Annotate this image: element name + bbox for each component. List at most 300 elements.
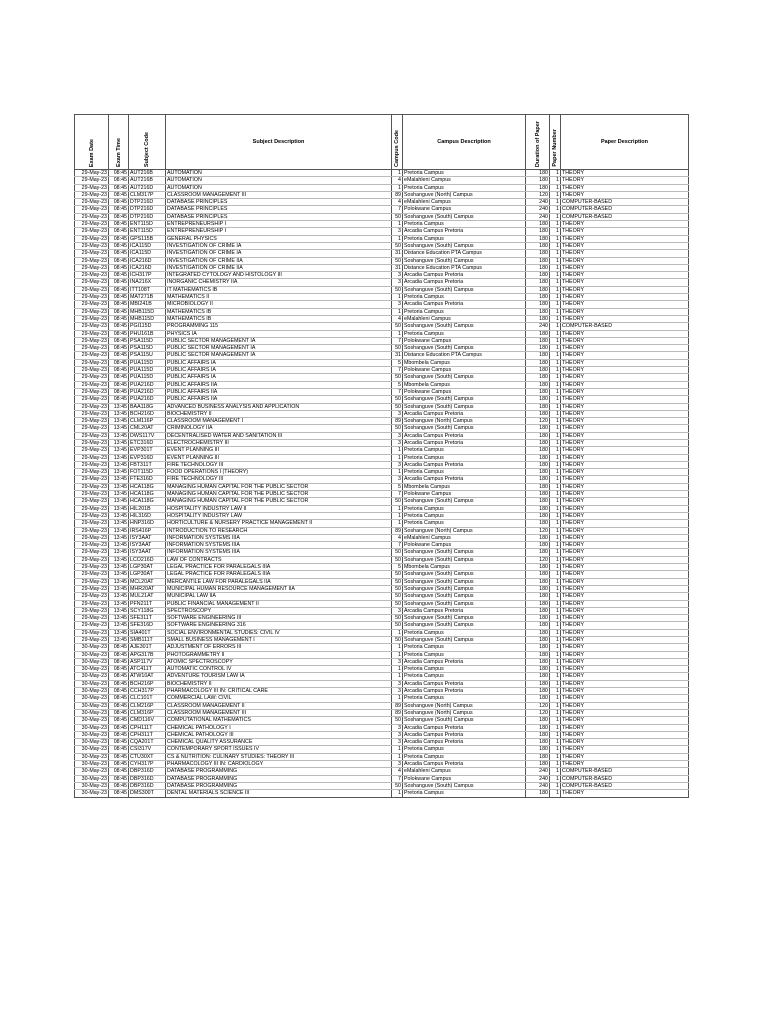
campus-code-cell: 3 (392, 476, 403, 483)
paper-number-cell: 1 (550, 403, 561, 410)
subject-description-cell: LEGAL PRACTICE FOR PARALEGALS IIIA (166, 571, 392, 578)
subject-code-cell: FTE316D (129, 476, 166, 483)
duration-cell: 180 (526, 294, 550, 301)
campus-description-cell: Pretoria Campus (403, 294, 526, 301)
paper-description-cell: THEORY (561, 527, 689, 534)
paper-description-cell: THEORY (561, 345, 689, 352)
exam-date-cell: 30-May-23 (75, 782, 109, 789)
campus-code-cell: 1 (392, 447, 403, 454)
subject-description-cell: PUBLIC AFFAIRS IA (166, 359, 392, 366)
paper-description-cell: COMPUTER-BASED (561, 782, 689, 789)
exam-date-cell: 30-May-23 (75, 761, 109, 768)
campus-code-cell: 1 (392, 520, 403, 527)
exam-date-cell: 29-May-23 (75, 425, 109, 432)
subject-description-cell: PUBLIC FINANCIAL MANAGEMENT II (166, 600, 392, 607)
campus-description-cell: Arcadia Campus Pretoria (403, 439, 526, 446)
campus-code-cell: 3 (392, 228, 403, 235)
campus-description-cell: Soshanguve (South) Campus (403, 571, 526, 578)
table-row (75, 235, 689, 242)
exam-time-cell: 08:45 (109, 359, 129, 366)
subject-description-cell: INTEGRATED CYTOLOGY AND HISTOLOGY III (166, 272, 392, 279)
paper-number-cell: 1 (550, 213, 561, 220)
duration-cell: 180 (526, 286, 550, 293)
table-row (75, 439, 689, 446)
paper-description-cell: THEORY (561, 381, 689, 388)
duration-cell: 180 (526, 439, 550, 446)
duration-cell: 180 (526, 731, 550, 738)
subject-description-cell: MERCANTILE LAW FOR PARALEGALS IIA (166, 578, 392, 585)
paper-number-cell: 1 (550, 578, 561, 585)
paper-number-cell: 1 (550, 469, 561, 476)
exam-date-cell: 29-May-23 (75, 177, 109, 184)
campus-description-cell: Soshanguve (South) Campus (403, 593, 526, 600)
exam-date-cell: 29-May-23 (75, 367, 109, 374)
paper-description-cell: THEORY (561, 279, 689, 286)
paper-description-cell: THEORY (561, 242, 689, 249)
campus-description-cell: Soshanguve (South) Campus (403, 637, 526, 644)
exam-time-cell: 08:45 (109, 264, 129, 271)
campus-description-cell: Pretoria Campus (403, 746, 526, 753)
campus-description-cell: Pretoria Campus (403, 170, 526, 177)
subject-description-cell: PHARMACOLOGY III IN: CRITICAL CARE (166, 688, 392, 695)
campus-code-cell: 1 (392, 505, 403, 512)
exam-date-cell: 29-May-23 (75, 483, 109, 490)
table-row (75, 308, 689, 315)
duration-cell: 180 (526, 542, 550, 549)
paper-description-cell: THEORY (561, 651, 689, 658)
campus-code-cell: 31 (392, 352, 403, 359)
subject-description-cell: MATHEMATICS IB (166, 308, 392, 315)
subject-code-cell: ATW10AT (129, 673, 166, 680)
table-row (75, 432, 689, 439)
exam-date-cell: 29-May-23 (75, 199, 109, 206)
duration-cell: 180 (526, 359, 550, 366)
campus-description-cell: Polokwane Campus (403, 542, 526, 549)
paper-number-cell: 1 (550, 775, 561, 782)
exam-time-cell: 08:45 (109, 666, 129, 673)
campus-code-cell: 50 (392, 615, 403, 622)
exam-date-cell: 29-May-23 (75, 403, 109, 410)
exam-date-cell: 29-May-23 (75, 600, 109, 607)
exam-date-cell: 29-May-23 (75, 170, 109, 177)
header-subject-code: Subject Code (129, 115, 166, 170)
table-row (75, 242, 689, 249)
paper-description-cell: COMPUTER-BASED (561, 213, 689, 220)
paper-description-cell: THEORY (561, 717, 689, 724)
subject-description-cell: DATABASE PROGRAMMING (166, 768, 392, 775)
table-row (75, 403, 689, 410)
paper-number-cell: 1 (550, 534, 561, 541)
paper-number-cell: 1 (550, 673, 561, 680)
campus-description-cell: Soshanguve (South) Campus (403, 345, 526, 352)
exam-date-cell: 29-May-23 (75, 593, 109, 600)
campus-description-cell: Arcadia Campus Pretoria (403, 301, 526, 308)
paper-number-cell: 1 (550, 381, 561, 388)
subject-description-cell: PROGRAMMING 115 (166, 323, 392, 330)
paper-number-cell: 1 (550, 301, 561, 308)
subject-code-cell: CPH311T (129, 731, 166, 738)
campus-code-cell: 1 (392, 753, 403, 760)
paper-number-cell: 1 (550, 191, 561, 198)
paper-number-cell: 1 (550, 461, 561, 468)
campus-code-cell: 1 (392, 235, 403, 242)
paper-number-cell: 1 (550, 491, 561, 498)
campus-description-cell: Pretoria Campus (403, 790, 526, 797)
subject-description-cell: COMMERCIAL LAW: CIVIL (166, 695, 392, 702)
paper-description-cell: THEORY (561, 264, 689, 271)
exam-time-cell: 13:45 (109, 432, 129, 439)
subject-code-cell: BCH216P (129, 680, 166, 687)
exam-time-cell: 08:45 (109, 242, 129, 249)
exam-time-cell: 08:45 (109, 228, 129, 235)
exam-date-cell: 29-May-23 (75, 184, 109, 191)
exam-time-cell: 13:45 (109, 461, 129, 468)
paper-description-cell: THEORY (561, 425, 689, 432)
exam-date-cell: 29-May-23 (75, 571, 109, 578)
subject-code-cell: APG317B (129, 651, 166, 658)
subject-code-cell: ENT115D (129, 228, 166, 235)
subject-code-cell: MCL20AT (129, 578, 166, 585)
paper-number-cell: 1 (550, 717, 561, 724)
subject-description-cell: PUBLIC AFFAIRS IA (166, 367, 392, 374)
subject-code-cell: DMS300T (129, 790, 166, 797)
subject-description-cell: SPECTROSCOPY (166, 607, 392, 614)
campus-description-cell: Pretoria Campus (403, 505, 526, 512)
campus-code-cell: 50 (392, 498, 403, 505)
campus-description-cell: Soshanguve (South) Campus (403, 782, 526, 789)
duration-cell: 180 (526, 651, 550, 658)
exam-date-cell: 29-May-23 (75, 308, 109, 315)
table-row (75, 447, 689, 454)
table-row (75, 264, 689, 271)
exam-time-cell: 08:45 (109, 257, 129, 264)
duration-cell: 180 (526, 425, 550, 432)
subject-description-cell: SMALL BUSINESS MANAGEMENT I (166, 637, 392, 644)
paper-description-cell: COMPUTER-BASED (561, 323, 689, 330)
exam-time-cell: 08:45 (109, 702, 129, 709)
paper-description-cell: THEORY (561, 191, 689, 198)
campus-code-cell: 1 (392, 294, 403, 301)
table-row (75, 629, 689, 636)
exam-date-cell: 30-May-23 (75, 739, 109, 746)
subject-code-cell: HNP316D (129, 520, 166, 527)
subject-code-cell: LGP30AT (129, 564, 166, 571)
campus-code-cell: 1 (392, 469, 403, 476)
subject-description-cell: FIRE TECHNOLOGY III (166, 476, 392, 483)
subject-description-cell: EVENT PLANNING III (166, 454, 392, 461)
duration-cell: 180 (526, 272, 550, 279)
campus-description-cell: Arcadia Campus Pretoria (403, 432, 526, 439)
exam-date-cell: 29-May-23 (75, 235, 109, 242)
paper-description-cell: THEORY (561, 388, 689, 395)
paper-description-cell: THEORY (561, 593, 689, 600)
exam-date-cell: 29-May-23 (75, 301, 109, 308)
campus-description-cell: Soshanguve (South) Campus (403, 213, 526, 220)
exam-date-cell: 29-May-23 (75, 491, 109, 498)
paper-description-cell: THEORY (561, 374, 689, 381)
subject-description-cell: PHARMACOLOGY III IN: CARDIOLOGY (166, 761, 392, 768)
exam-time-cell: 13:45 (109, 622, 129, 629)
paper-description-cell: THEORY (561, 272, 689, 279)
duration-cell: 180 (526, 410, 550, 417)
exam-date-cell: 29-May-23 (75, 439, 109, 446)
duration-cell: 180 (526, 432, 550, 439)
campus-description-cell: Mbombela Campus (403, 483, 526, 490)
campus-description-cell: Distance Education PTA Campus (403, 250, 526, 257)
duration-cell: 240 (526, 213, 550, 220)
paper-number-cell: 1 (550, 615, 561, 622)
campus-code-cell: 50 (392, 257, 403, 264)
duration-cell: 180 (526, 761, 550, 768)
campus-description-cell: Arcadia Campus Pretoria (403, 658, 526, 665)
subject-code-cell: PFN211T (129, 600, 166, 607)
paper-number-cell: 1 (550, 221, 561, 228)
duration-cell: 180 (526, 403, 550, 410)
paper-number-cell: 1 (550, 753, 561, 760)
subject-description-cell: CLASSROOM MANAGEMENT III (166, 191, 392, 198)
paper-description-cell: THEORY (561, 170, 689, 177)
subject-code-cell: PSA115U (129, 352, 166, 359)
paper-description-cell: THEORY (561, 257, 689, 264)
paper-description-cell: THEORY (561, 469, 689, 476)
header-paper-number: Paper Number (550, 115, 561, 170)
campus-description-cell: Soshanguve (South) Campus (403, 600, 526, 607)
exam-time-cell: 13:45 (109, 527, 129, 534)
subject-code-cell: DTP216D (129, 199, 166, 206)
table-row (75, 323, 689, 330)
exam-time-cell: 08:45 (109, 717, 129, 724)
duration-cell: 180 (526, 308, 550, 315)
duration-cell: 180 (526, 228, 550, 235)
exam-date-cell: 30-May-23 (75, 768, 109, 775)
subject-description-cell: DENTAL MATERIALS SCIENCE III (166, 790, 392, 797)
campus-code-cell: 3 (392, 731, 403, 738)
paper-description-cell: THEORY (561, 709, 689, 716)
campus-description-cell: Pretoria Campus (403, 221, 526, 228)
campus-code-cell: 5 (392, 359, 403, 366)
duration-cell: 180 (526, 666, 550, 673)
campus-code-cell: 1 (392, 330, 403, 337)
duration-cell: 180 (526, 235, 550, 242)
subject-description-cell: DECENTRALISED WATER AND SANITATION III (166, 432, 392, 439)
campus-code-cell: 50 (392, 571, 403, 578)
subject-code-cell: SFE311T (129, 615, 166, 622)
campus-code-cell: 50 (392, 425, 403, 432)
duration-cell: 180 (526, 534, 550, 541)
exam-time-cell: 08:45 (109, 294, 129, 301)
exam-time-cell: 08:45 (109, 761, 129, 768)
duration-cell: 180 (526, 374, 550, 381)
paper-description-cell: THEORY (561, 571, 689, 578)
table-row (75, 388, 689, 395)
subject-code-cell: DBP316D (129, 768, 166, 775)
exam-date-cell: 30-May-23 (75, 695, 109, 702)
campus-code-cell: 50 (392, 403, 403, 410)
paper-description-cell: THEORY (561, 695, 689, 702)
campus-code-cell: 89 (392, 709, 403, 716)
exam-date-cell: 29-May-23 (75, 585, 109, 592)
exam-date-cell: 30-May-23 (75, 702, 109, 709)
exam-time-cell: 08:45 (109, 695, 129, 702)
duration-cell: 180 (526, 476, 550, 483)
campus-description-cell: Pretoria Campus (403, 666, 526, 673)
paper-description-cell: THEORY (561, 615, 689, 622)
paper-number-cell: 1 (550, 761, 561, 768)
table-row (75, 658, 689, 665)
exam-time-cell: 08:45 (109, 177, 129, 184)
subject-code-cell: ICA216D (129, 257, 166, 264)
subject-code-cell: LGP30AT (129, 571, 166, 578)
campus-description-cell: Arcadia Campus Pretoria (403, 607, 526, 614)
table-row (75, 782, 689, 789)
subject-description-cell: INFORMATION SYSTEMS IIIA (166, 542, 392, 549)
campus-description-cell: Arcadia Campus Pretoria (403, 272, 526, 279)
paper-number-cell: 1 (550, 345, 561, 352)
duration-cell: 180 (526, 549, 550, 556)
paper-number-cell: 1 (550, 498, 561, 505)
paper-number-cell: 1 (550, 170, 561, 177)
subject-description-cell: COMPUTATIONAL MATHEMATICS (166, 717, 392, 724)
duration-cell: 180 (526, 600, 550, 607)
duration-cell: 180 (526, 578, 550, 585)
campus-code-cell: 50 (392, 323, 403, 330)
subject-description-cell: IT MATHEMATICS IB (166, 286, 392, 293)
subject-code-cell: AUT216B (129, 177, 166, 184)
exam-date-cell: 29-May-23 (75, 469, 109, 476)
duration-cell: 180 (526, 454, 550, 461)
campus-code-cell: 7 (392, 542, 403, 549)
table-row (75, 396, 689, 403)
exam-time-cell: 13:45 (109, 425, 129, 432)
campus-code-cell: 7 (392, 491, 403, 498)
duration-cell: 180 (526, 301, 550, 308)
campus-code-cell: 50 (392, 622, 403, 629)
exam-time-cell: 13:45 (109, 454, 129, 461)
subject-code-cell: CMD116V (129, 717, 166, 724)
subject-code-cell: BAA118G (129, 403, 166, 410)
duration-cell: 180 (526, 695, 550, 702)
campus-description-cell: Arcadia Campus Pretoria (403, 739, 526, 746)
campus-description-cell: Pretoria Campus (403, 673, 526, 680)
exam-date-cell: 30-May-23 (75, 753, 109, 760)
paper-number-cell: 1 (550, 264, 561, 271)
exam-time-cell: 08:45 (109, 374, 129, 381)
campus-code-cell: 1 (392, 695, 403, 702)
table-row (75, 600, 689, 607)
subject-code-cell: EVP316D (129, 454, 166, 461)
subject-description-cell: PUBLIC AFFAIRS IIA (166, 381, 392, 388)
subject-description-cell: MICROBIOLOGY II (166, 301, 392, 308)
campus-description-cell: Soshanguve (South) Campus (403, 323, 526, 330)
exam-time-cell: 08:45 (109, 235, 129, 242)
header-exam-time: Exam Time (109, 115, 129, 170)
paper-number-cell: 1 (550, 666, 561, 673)
exam-time-cell: 08:45 (109, 250, 129, 257)
exam-date-cell: 29-May-23 (75, 250, 109, 257)
paper-description-cell: THEORY (561, 250, 689, 257)
exam-date-cell: 29-May-23 (75, 242, 109, 249)
exam-date-cell: 29-May-23 (75, 323, 109, 330)
campus-description-cell: eMalahleni Campus (403, 534, 526, 541)
campus-description-cell: Polokwane Campus (403, 206, 526, 213)
table-row (75, 549, 689, 556)
table-row (75, 345, 689, 352)
exam-time-cell: 08:45 (109, 272, 129, 279)
paper-description-cell: THEORY (561, 330, 689, 337)
exam-date-cell: 30-May-23 (75, 680, 109, 687)
campus-description-cell: Soshanguve (South) Campus (403, 257, 526, 264)
paper-number-cell: 1 (550, 367, 561, 374)
campus-code-cell: 7 (392, 775, 403, 782)
campus-description-cell: Soshanguve (North) Campus (403, 702, 526, 709)
campus-description-cell: Soshanguve (South) Campus (403, 498, 526, 505)
exam-date-cell: 29-May-23 (75, 476, 109, 483)
campus-code-cell: 4 (392, 768, 403, 775)
subject-code-cell: MBI241B (129, 301, 166, 308)
exam-date-cell: 29-May-23 (75, 418, 109, 425)
header-paper-description: Paper Description (561, 115, 689, 170)
table-row (75, 768, 689, 775)
subject-description-cell: FIRE TECHNOLOGY III (166, 461, 392, 468)
subject-description-cell: DATABASE PRINCIPLES (166, 199, 392, 206)
exam-date-cell: 29-May-23 (75, 637, 109, 644)
duration-cell: 240 (526, 782, 550, 789)
campus-code-cell: 50 (392, 717, 403, 724)
paper-description-cell: THEORY (561, 739, 689, 746)
exam-date-cell: 29-May-23 (75, 432, 109, 439)
duration-cell: 180 (526, 724, 550, 731)
exam-date-cell: 29-May-23 (75, 622, 109, 629)
exam-time-cell: 08:45 (109, 337, 129, 344)
campus-description-cell: Arcadia Campus Pretoria (403, 680, 526, 687)
header-exam-date: Exam Date (75, 115, 109, 170)
table-row (75, 556, 689, 563)
paper-description-cell: THEORY (561, 410, 689, 417)
exam-date-cell: 29-May-23 (75, 315, 109, 322)
table-row (75, 359, 689, 366)
paper-number-cell: 1 (550, 651, 561, 658)
subject-code-cell: ICA115D (129, 242, 166, 249)
paper-number-cell: 1 (550, 731, 561, 738)
campus-description-cell: Soshanguve (South) Campus (403, 615, 526, 622)
subject-code-cell: PUA115D (129, 374, 166, 381)
paper-number-cell: 1 (550, 337, 561, 344)
subject-description-cell: ELECTROCHEMISTRY III (166, 439, 392, 446)
duration-cell: 180 (526, 644, 550, 651)
subject-code-cell: FBT311T (129, 461, 166, 468)
exam-date-cell: 29-May-23 (75, 279, 109, 286)
campus-description-cell: Soshanguve (North) Campus (403, 418, 526, 425)
campus-code-cell: 3 (392, 607, 403, 614)
paper-number-cell: 1 (550, 257, 561, 264)
header-subject-description: Subject Description (166, 115, 392, 170)
campus-description-cell: Arcadia Campus Pretoria (403, 228, 526, 235)
exam-time-cell: 13:45 (109, 615, 129, 622)
campus-code-cell: 89 (392, 702, 403, 709)
paper-number-cell: 1 (550, 549, 561, 556)
campus-code-cell: 3 (392, 279, 403, 286)
table-row (75, 315, 689, 322)
subject-description-cell: ADJUSTMENT OF ERRORS III (166, 644, 392, 651)
exam-date-cell: 30-May-23 (75, 658, 109, 665)
subject-code-cell: PSA115D (129, 337, 166, 344)
campus-description-cell: Soshanguve (South) Campus (403, 242, 526, 249)
subject-code-cell: MHB115D (129, 315, 166, 322)
paper-number-cell: 1 (550, 768, 561, 775)
paper-number-cell: 1 (550, 512, 561, 519)
table-row (75, 410, 689, 417)
table-row (75, 717, 689, 724)
